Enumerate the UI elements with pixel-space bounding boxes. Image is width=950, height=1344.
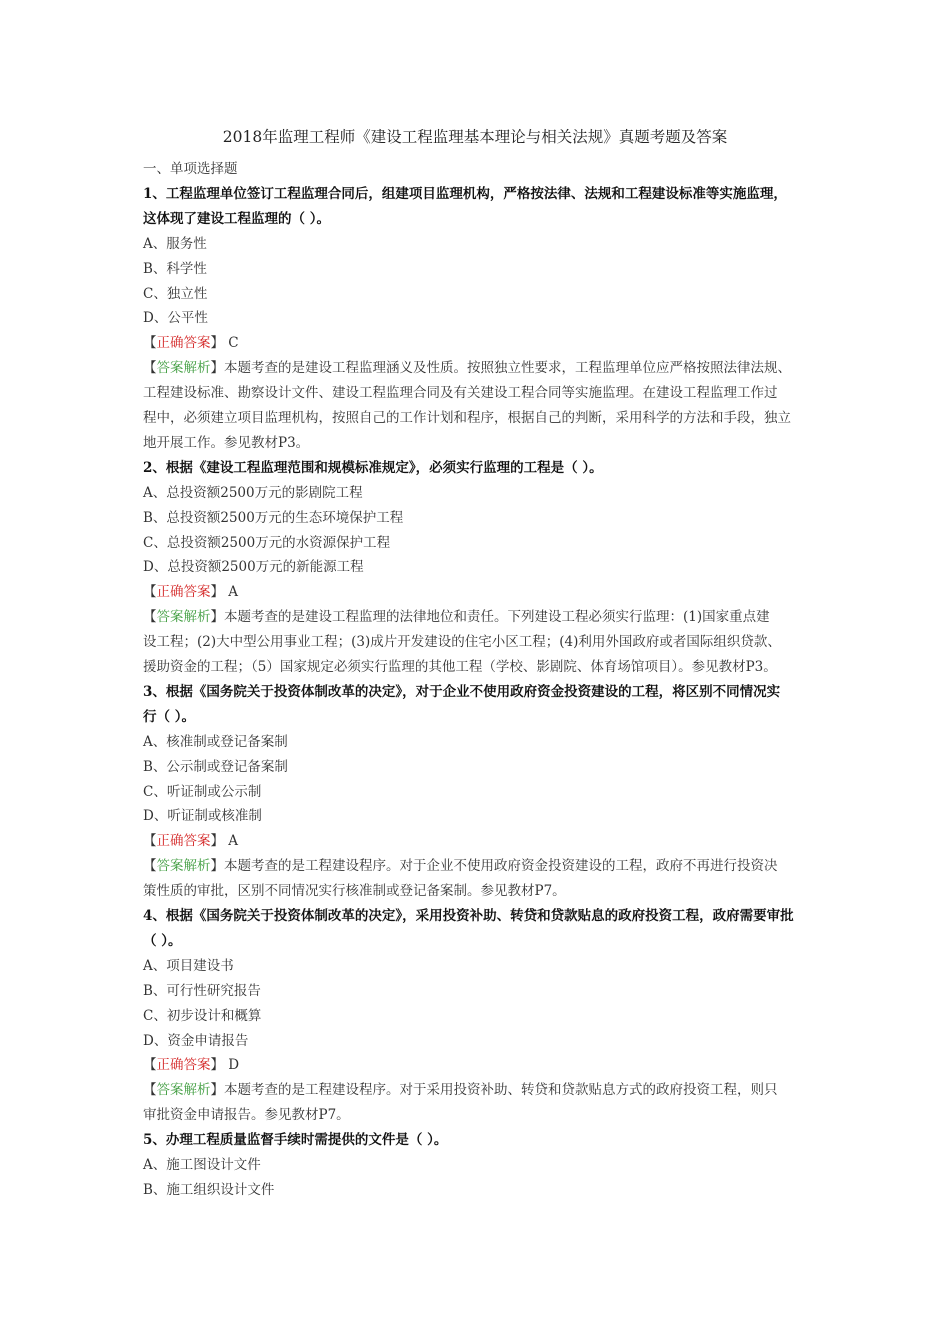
analysis-label: 答案解析 bbox=[156, 1082, 211, 1099]
question-stem: 这体现了建设工程监理的（ ）。 bbox=[143, 210, 330, 227]
analysis-text: 程中，必须建立项目监理机构，按照自己的工作计划和程序，根据自己的判断，采用科学的方法和手段，独立 bbox=[143, 410, 791, 426]
correct-answer-value: C bbox=[228, 335, 239, 352]
correct-answer-line bbox=[143, 331, 239, 356]
document-title: 2018年监理工程师《建设工程监理基本理论与相关法规》真题考题及答案 bbox=[222, 128, 728, 146]
bracket-close: 】 bbox=[210, 1082, 224, 1099]
question-stem: 4、根据《国务院关于投资体制改革的决定》，采用投资补助、转贷和贷款贴息的政府投资工程，政府需要审批 bbox=[143, 908, 794, 924]
analysis-label: 答案解析 bbox=[156, 858, 211, 875]
answer-option: D、公平性 bbox=[143, 310, 208, 327]
analysis-line bbox=[143, 431, 309, 456]
analysis-text: 援助资金的工程；（5）国家规定必须实行监理的其他工程（学校、影剧院、体育场馆项目）。参见教材P3。 bbox=[143, 659, 777, 675]
answer-option: A、项目建设书 bbox=[143, 957, 234, 974]
question-stem: 3、根据《国务院关于投资体制改革的决定》，对于企业不使用政府资金投资建设的工程，将区别不同情况实 bbox=[143, 683, 781, 700]
correct-answer-label: 正确答案 bbox=[156, 335, 211, 352]
answer-option: A、总投资额2500万元的影剧院工程 bbox=[143, 484, 363, 501]
analysis-line bbox=[143, 1103, 350, 1128]
question-stem: 2、根据《建设工程监理范围和规模标准规定》，必须实行监理的工程是（ ）。 bbox=[143, 459, 603, 476]
analysis-text: 地开展工作。参见教材P3。 bbox=[143, 434, 310, 451]
correct-answer-value: A bbox=[228, 584, 239, 601]
correct-answer-line bbox=[143, 1053, 239, 1078]
question-stem: 1、工程监理单位签订工程监理合同后，组建项目监理机构，严格按法律、法规和工程建设标准等实施监理， bbox=[143, 185, 787, 202]
answer-option: B、可行性研究报告 bbox=[143, 982, 261, 999]
correct-answer-label: 正确答案 bbox=[156, 584, 211, 601]
bracket-open: 【 bbox=[143, 360, 157, 377]
answer-option: C、听证制或公示制 bbox=[143, 783, 262, 800]
bracket-close: 】 bbox=[210, 858, 224, 875]
question-stem: （ ）。 bbox=[143, 932, 182, 949]
analysis-line bbox=[143, 605, 770, 630]
answer-option: D、资金申请报告 bbox=[143, 1032, 249, 1049]
answer-option: C、初步设计和概算 bbox=[143, 1007, 262, 1024]
analysis-line bbox=[143, 1078, 778, 1103]
analysis-line bbox=[143, 630, 781, 655]
analysis-line bbox=[143, 381, 778, 406]
analysis-text: 审批资金申请报告。参见教材P7。 bbox=[143, 1107, 350, 1124]
question-stem: 行（ ）。 bbox=[143, 708, 195, 725]
bracket-open: 【 bbox=[143, 1057, 157, 1074]
analysis-text: 本题考查的是建设工程监理涵义及性质。按照独立性要求，工程监理单位应严格按照法律法规、 bbox=[224, 360, 791, 377]
analysis-line bbox=[143, 655, 777, 680]
bracket-close: 】 bbox=[210, 833, 229, 850]
analysis-text: 设工程；(2)大中型公用事业工程；(3)成片开发建设的住宅小区工程；(4)利用外国政府或者国际组织贷款、 bbox=[143, 634, 781, 651]
answer-option: D、听证制或核准制 bbox=[143, 808, 262, 825]
bracket-open: 【 bbox=[143, 833, 157, 850]
bracket-open: 【 bbox=[143, 584, 157, 601]
answer-option: B、总投资额2500万元的生态环境保护工程 bbox=[143, 509, 404, 526]
analysis-label: 答案解析 bbox=[156, 609, 211, 626]
correct-answer-value: A bbox=[228, 833, 239, 850]
analysis-line bbox=[143, 406, 791, 431]
question-stem: 5、办理工程质量监督手续时需提供的文件是（ ）。 bbox=[143, 1132, 448, 1149]
section-heading: 一、单项选择题 bbox=[143, 161, 238, 177]
answer-option: C、总投资额2500万元的水资源保护工程 bbox=[143, 534, 391, 551]
analysis-label: 答案解析 bbox=[156, 360, 211, 377]
analysis-line bbox=[143, 854, 778, 879]
bracket-open: 【 bbox=[143, 609, 157, 626]
correct-answer-label: 正确答案 bbox=[156, 1057, 211, 1074]
answer-option: A、服务性 bbox=[143, 235, 207, 252]
answer-option: B、科学性 bbox=[143, 260, 207, 277]
bracket-close: 】 bbox=[210, 360, 224, 377]
correct-answer-value: D bbox=[228, 1057, 240, 1074]
answer-option: A、核准制或登记备案制 bbox=[143, 733, 288, 750]
correct-answer-line bbox=[143, 829, 238, 854]
correct-answer-label: 正确答案 bbox=[156, 833, 211, 850]
answer-option: C、独立性 bbox=[143, 285, 208, 302]
bracket-open: 【 bbox=[143, 335, 157, 352]
analysis-line bbox=[143, 879, 566, 904]
bracket-close: 】 bbox=[210, 1057, 229, 1074]
analysis-text: 本题考查的是工程建设程序。对于企业不使用政府资金投资建设的工程，政府不再进行投资决 bbox=[224, 858, 778, 875]
bracket-open: 【 bbox=[143, 1082, 157, 1099]
answer-option: A、施工图设计文件 bbox=[143, 1157, 261, 1173]
analysis-line bbox=[143, 356, 791, 381]
correct-answer-line bbox=[143, 580, 238, 605]
analysis-text: 策性质的审批，区别不同情况实行核准制或登记备案制。参见教材P7。 bbox=[143, 883, 566, 900]
analysis-text: 本题考查的是建设工程监理的法律地位和责任。下列建设工程必须实行监理：(1)国家重点建 bbox=[224, 609, 770, 626]
bracket-close: 】 bbox=[210, 335, 229, 352]
answer-option: D、总投资额2500万元的新能源工程 bbox=[143, 559, 364, 576]
bracket-close: 】 bbox=[210, 609, 224, 626]
bracket-close: 】 bbox=[210, 584, 229, 601]
answer-option: B、施工组织设计文件 bbox=[143, 1181, 275, 1198]
answer-option: B、公示制或登记备案制 bbox=[143, 758, 288, 775]
analysis-text: 工程建设标准、勘察设计文件、建设工程监理合同及有关建设工程合同等实施监理。在建设工程监理工作过 bbox=[143, 385, 778, 402]
bracket-open: 【 bbox=[143, 858, 157, 875]
analysis-text: 本题考查的是工程建设程序。对于采用投资补助、转贷和贷款贴息方式的政府投资工程，则只 bbox=[224, 1082, 778, 1099]
